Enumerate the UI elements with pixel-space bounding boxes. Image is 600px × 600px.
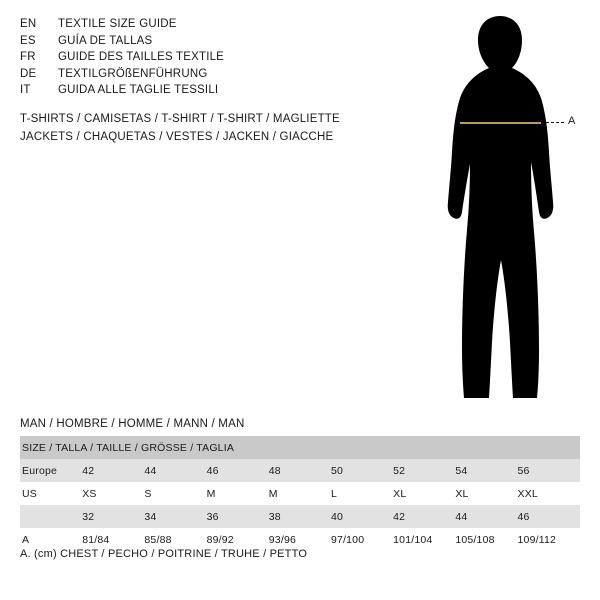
language-code: IT [20,84,31,96]
cell: 93/96 [269,528,331,551]
cell: 109/112 [518,528,581,551]
cell: 42 [393,505,455,528]
cell: 97/100 [331,528,393,551]
cell: 44 [455,505,517,528]
cell: 38 [269,505,331,528]
language-title: TEXTILGRÖßENFÜHRUNG [58,67,208,80]
language-title: TEXTILE SIZE GUIDE [58,18,177,30]
language-code: FR [20,51,36,63]
cell: 54 [455,459,517,482]
language-row [20,33,400,50]
cell: XL [393,482,455,505]
man-silhouette-icon [400,10,600,410]
language-code: DE [20,67,37,80]
language-row [20,66,400,83]
category-block [20,110,420,146]
cell: 56 [518,459,581,482]
cell: 40 [331,505,393,528]
cell: L [331,482,393,505]
cell: 36 [207,505,269,528]
cell: XL [455,482,517,505]
row-label: Europe [20,459,82,482]
language-header-block [20,16,400,99]
row-label [20,505,82,528]
language-title: GUIDA ALLE TAGLIE TESSILI [58,84,219,96]
cell: 34 [144,505,206,528]
table-title: MAN / HOMBRE / HOMME / MANN / MAN [20,418,245,430]
row-label: US [20,482,82,505]
table-row-header [20,436,580,459]
size-table [20,436,580,551]
cell: 48 [269,459,331,482]
language-row [20,82,400,99]
table-header-label: SIZE / TALLA / TAILLE / GRÖSSE / TAGLIA [20,436,580,459]
cell: 52 [393,459,455,482]
cell: 105/108 [455,528,517,551]
language-row [20,16,400,33]
cell: 85/88 [144,528,206,551]
measure-label-a: A [568,115,576,127]
cell: 46 [518,505,581,528]
row-label: A [20,528,82,551]
cell: 44 [144,459,206,482]
category-jackets: JACKETS / CHAQUETAS / VESTES / JACKEN / GIACCHE [20,131,334,143]
table-row [20,459,580,482]
cell: M [207,482,269,505]
language-code: EN [20,18,37,30]
cell: XS [82,482,144,505]
footnote: A. (cm) CHEST / PECHO / POITRINE / TRUHE / PETTO [20,548,308,560]
table-row [20,482,580,505]
cell: 89/92 [207,528,269,551]
size-table-block [20,418,580,551]
category-tshirts: T-SHIRTS / CAMISETAS / T-SHIRT / T-SHIRT / MAGLIETTE [20,113,340,125]
cell: M [269,482,331,505]
language-title: GUIDE DES TAILLES TEXTILE [58,51,225,63]
cell: 50 [331,459,393,482]
cell: 101/104 [393,528,455,551]
language-code: ES [20,34,36,47]
cell: 42 [82,459,144,482]
cell: S [144,482,206,505]
table-row [20,505,580,528]
cell: 32 [82,505,144,528]
body-figure [400,10,600,410]
cell: 81/84 [82,528,144,551]
language-title: GUÍA DE TALLAS [58,34,153,47]
cell: 46 [207,459,269,482]
cell: XXL [518,482,581,505]
language-row [20,49,400,66]
measure-leader-dashes [546,122,564,124]
